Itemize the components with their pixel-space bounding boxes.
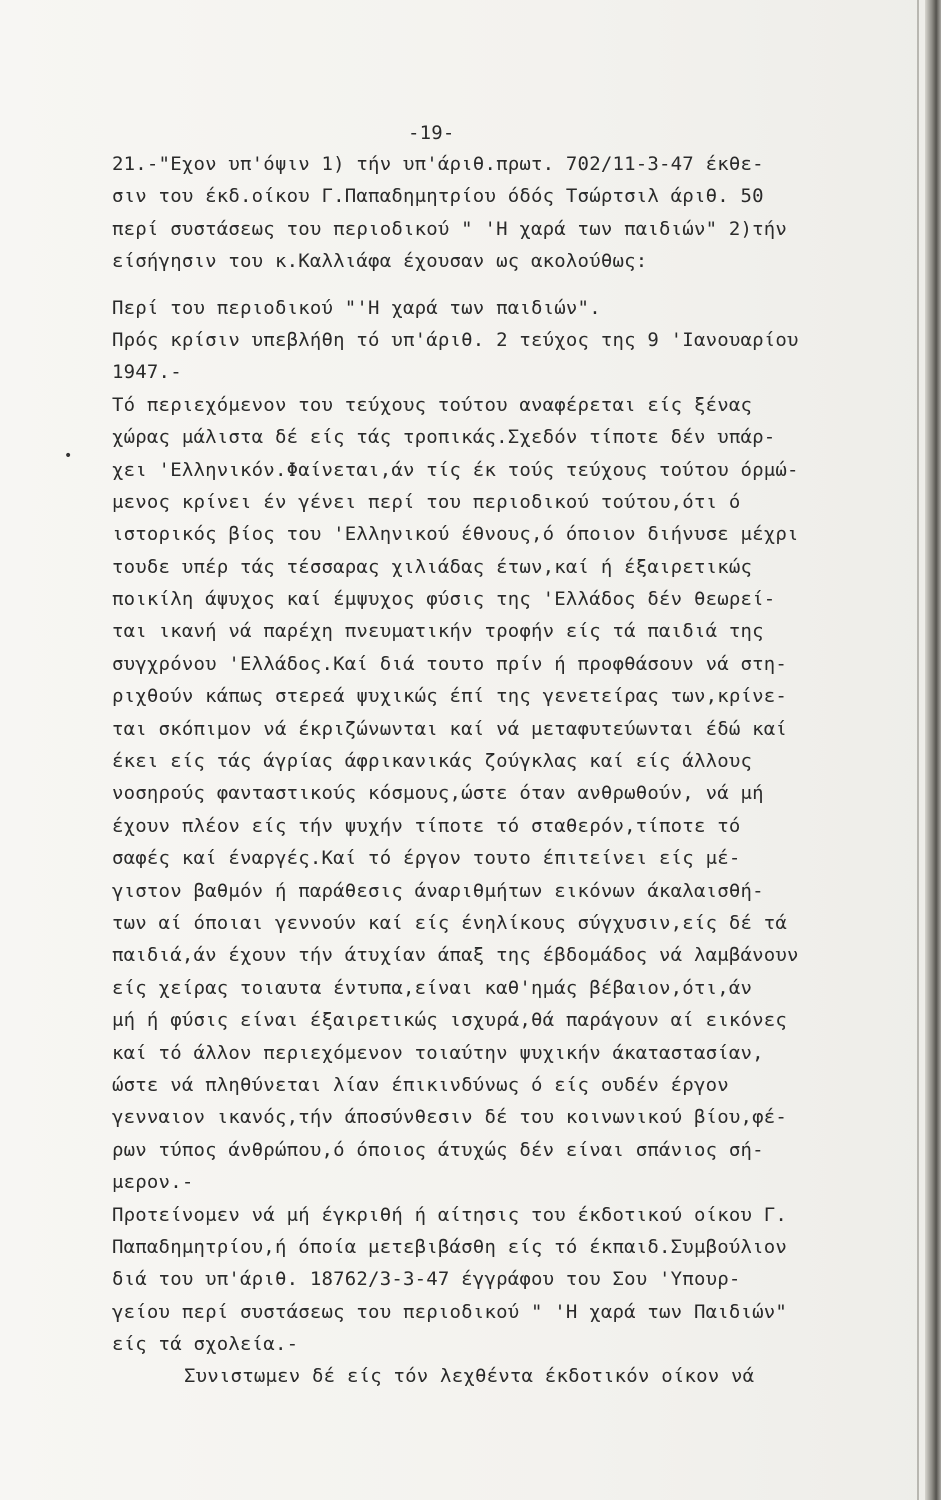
text-line: των αί όποιαι γεννούν καί είς ένηλίκους σύγχυσιν,είς δέ τά [112, 911, 788, 934]
text-line: ριχθούν κάπως στερεά ψυχικώς έπί της γενετείρας των,κρίνε- [112, 685, 788, 708]
text-line: περί συστάσεως του περιοδικού " 'Η χαρά των παιδιών" 2)τήν [112, 217, 788, 240]
paragraph-3: Συνιστωμεν δέ είς τόν λεχθέντα έκδοτικόν οίκον νά [184, 1365, 755, 1388]
text-line: σιν του έκδ.οίκου Γ.Παπαδημητρίου όδός Τσώρτσιλ άριθ. 50 [112, 185, 764, 208]
typewritten-text [112, 118, 910, 1393]
text-line: σαφές καί έναργές.Καί τό έργον τουτο έπιτείνει είς μέ- [112, 847, 741, 870]
text-line: ται ικανή νά παρέχη πνευματικήν τροφήν είς τά παιδιά της [112, 620, 764, 643]
text-line: γιστον βαθμόν ή παράθεσις άναριθμήτων εικόνων άκαλαισθή- [112, 879, 764, 902]
text-line: ρων τύπος άνθρώπου,ό όποιος άτυχώς δέν είναι σπάνιος σή- [112, 1138, 764, 1161]
text-line: είσήγησιν του κ.Καλλιάφα έχουσαν ως ακολούθως: [112, 250, 648, 273]
paragraph-1 [112, 148, 910, 278]
text-line: 21.-"Εχον υπ'όψιν 1) τήν υπ'άριθ.πρωτ. 702/11-3-47 έκθε- [112, 153, 764, 175]
text-line: παιδιά,άν έχουν τήν άτυχίαν άπαξ της έβδομάδος νά λαμβάνουν [112, 944, 799, 967]
text-line: ώστε νά πληθύνεται λίαν έπικινδύνως ό είς ουδέν έργον [112, 1073, 729, 1096]
text-line: έκει είς τάς άγρίας άφρικανικάς ζούγκλας καί είς άλλους [112, 750, 753, 773]
margin-mark: • [64, 448, 73, 464]
text-line: μενος κρίνει έν γένει περί του περιοδικού τούτου,ότι ό [112, 490, 741, 513]
text-line: μή ή φύσις είναι έξαιρετικώς ισχυρά,θά παράγουν αί εικόνες [112, 1009, 788, 1032]
text-line: συγχρόνου 'Ελλάδος.Καί διά τουτο πρίν ή προφθάσουν νά στη- [112, 652, 788, 675]
binding-edge-line [917, 0, 919, 1500]
text-line: Τό περιεχόμενον του τεύχους τούτου αναφέρεται είς ξένας [112, 393, 753, 416]
text-line: Περί του περιοδικού "'Η χαρά των παιδιών". [112, 296, 601, 319]
paragraph-2 [112, 292, 910, 1361]
text-line: νοσηρούς φανταστικούς κόσμους,ώστε όταν ανθρωθούν, νά μή [112, 782, 764, 805]
text-line: ιστορικός βίος του 'Ελληνικού έθνους,ό όποιον διήνυσε μέχρι [112, 523, 799, 546]
text-line: τουδε υπέρ τάς τέσσαρας χιλιάδας έτων,καί ή έξαιρετικώς [112, 555, 753, 578]
text-line: μερον.- [112, 1171, 194, 1194]
text-line: χει 'Ελληνικόν.Φαίνεται,άν τίς έκ τούς τεύχους τούτου όρμώ- [112, 458, 799, 481]
page-number: -19- [408, 122, 455, 144]
text-line: χώρας μάλιστα δέ είς τάς τροπικάς.Σχεδόν τίποτε δέν υπάρ- [112, 426, 776, 449]
text-line: γείου περί συστάσεως του περιοδικού " 'Η χαρά των Παιδιών" [112, 1300, 788, 1323]
text-line: Παπαδημητρίου,ή όποία μετεβιβάσθη είς τό έκπαιδ.Συμβούλιον [112, 1235, 788, 1258]
paragraph-gap [112, 278, 910, 292]
text-line: είς τά σχολεία.- [112, 1333, 299, 1356]
text-line: είς χείρας τοιαυτα έντυπα,είναι καθ'ημάς βέβαιον,ότι,άν [112, 976, 753, 999]
text-line: Πρός κρίσιν υπεβλήθη τό υπ'άριθ. 2 τεύχος της 9 'Ιανουαρίου [112, 328, 799, 351]
text-line: διά του υπ'άριθ. 18762/3-3-47 έγγράφου του Σου 'Υπουρ- [112, 1268, 741, 1291]
text-line: έχουν πλέον είς τήν ψυχήν τίποτε τό σταθερόν,τίποτε τό [112, 814, 741, 837]
text-line: ποικίλη άψυχος καί έμψυχος φύσις της 'Ελλάδος δέν θεωρεί- [112, 588, 776, 611]
text-line: Προτείνομεν νά μή έγκριθή ή αίτησις του έκδοτικού οίκου Γ. [112, 1203, 788, 1226]
text-line: γενναιον ικανός,τήν άποσύνθεσιν δέ του κοινωνικού βίου,φέ- [112, 1106, 788, 1129]
text-line: καί τό άλλον περιεχόμενον τοιαύτην ψυχικήν άκαταστασίαν, [112, 1041, 764, 1064]
text-line: 1947.- [112, 361, 182, 384]
text-line: ται σκόπιμον νά έκριζώνωνται καί νά μεταφυτεύωνται έδώ καί [112, 717, 788, 740]
book-binding-shadow [925, 0, 941, 1500]
